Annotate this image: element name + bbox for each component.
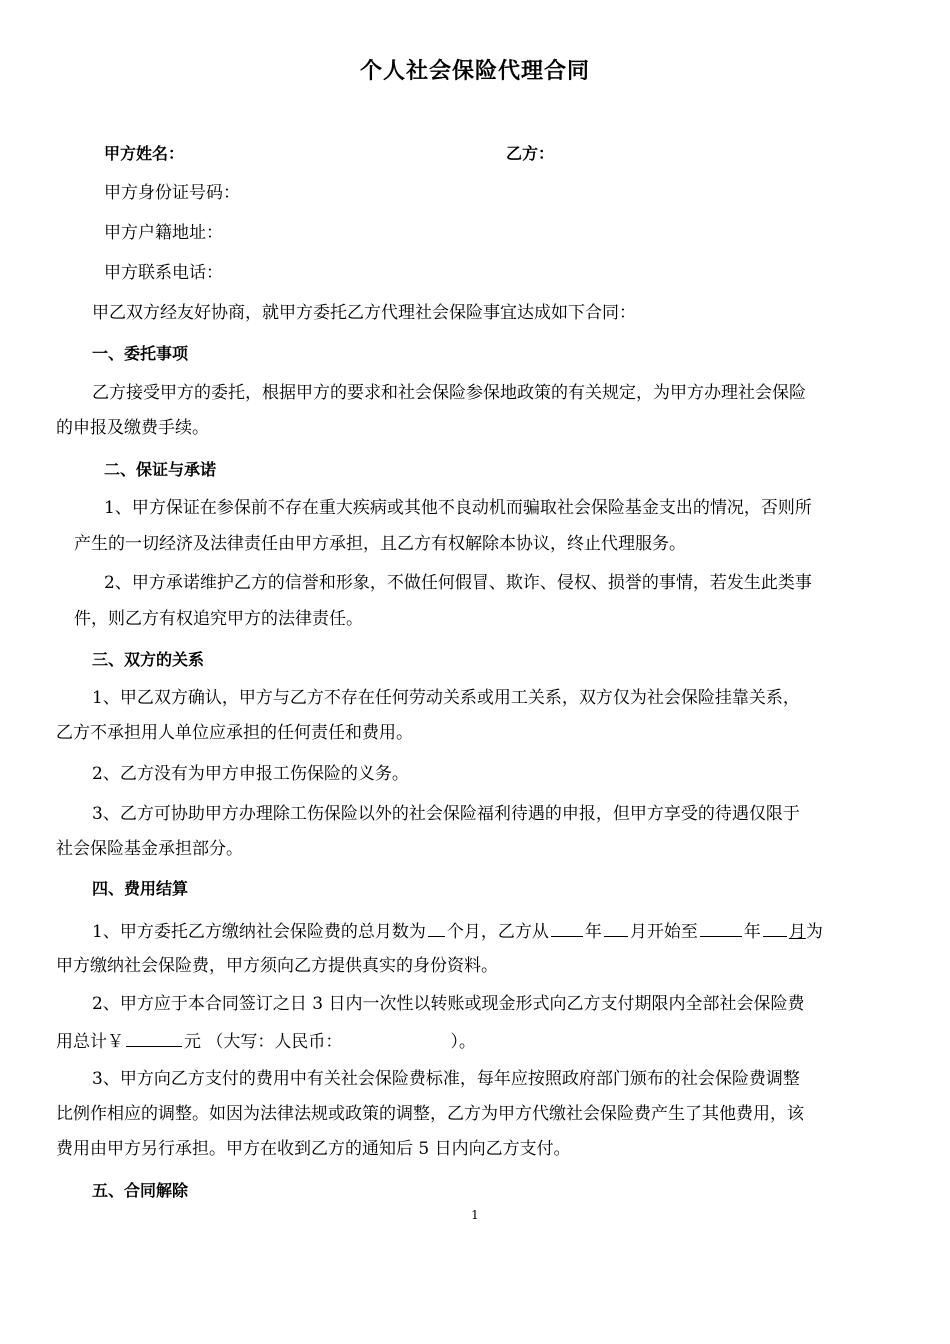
blank-line — [551, 918, 583, 937]
section-3-text: 乙方不承担用人单位应承担的任何责任和费用。 — [56, 723, 413, 743]
page-number: 1 — [471, 1208, 479, 1222]
section-3-text: 社会保险基金承担部分。 — [56, 839, 243, 859]
text-span: 个月，乙方从 — [446, 922, 549, 942]
text-span: 年 — [743, 922, 761, 942]
section-3-text: 1、甲乙双方确认，甲方与乙方不存在任何劳动关系或用工关系，双方仅为社会保险挂靠关系， — [92, 688, 800, 708]
text-span: ）。 — [450, 1032, 476, 1052]
section-2-text: 件，则乙方有权追究甲方的法律责任。 — [74, 609, 363, 629]
section-2-heading: 二、保证与承诺 — [104, 460, 217, 479]
section-4-heading: 四、费用结算 — [92, 879, 189, 898]
document-title: 个人社会保险代理合同 — [359, 59, 590, 84]
section-4-text — [56, 1028, 476, 1053]
section-4-text: 3、甲方向乙方支付的费用中有关社会保险费标准，每年应按照政府部门颁布的社会保险费调整 — [92, 1069, 800, 1089]
text-span: 为 — [805, 922, 823, 942]
section-2-text: 1、甲方保证在参保前不存在重大疾病或其他不良动机而骗取社会保险基金支出的情况，否则所 — [104, 498, 812, 518]
section-1-text: 的申报及缴费手续。 — [56, 418, 209, 438]
section-3-text: 2、乙方没有为甲方申报工伤保险的义务。 — [92, 764, 409, 784]
section-4-text: 甲方缴纳社会保险费，甲方须向乙方提供真实的身份资料。 — [56, 956, 498, 976]
party-a-id-label: 甲方身份证号码： — [104, 183, 240, 203]
text-span: 年 — [584, 922, 602, 942]
text-span: 1、甲方委托乙方缴纳社会保险费的总月数为 — [92, 922, 426, 942]
party-a-name-label: 甲方姓名： — [104, 144, 185, 163]
text-span: 月开始至 — [629, 922, 698, 942]
section-4-text: 费用由甲方另行承担。甲方在收到乙方的通知后 5 日内向乙方支付。 — [56, 1139, 571, 1159]
blank-line — [700, 918, 742, 937]
party-a-phone-label: 甲方联系电话： — [104, 263, 223, 283]
section-5-heading: 五、合同解除 — [92, 1181, 189, 1200]
intro-paragraph: 甲乙双方经友好协商，就甲方委托乙方代理社会保险事宜达成如下合同： — [92, 303, 636, 323]
section-2-text: 产生的一切经济及法律责任由甲方承担，且乙方有权解除本协议，终止代理服务。 — [74, 534, 686, 554]
text-span: 用总计￥ — [56, 1032, 124, 1052]
blank-line — [428, 918, 445, 937]
blank-line — [763, 918, 787, 937]
party-a-address-label: 甲方户籍地址： — [104, 223, 223, 243]
section-3-heading: 三、双方的关系 — [92, 650, 205, 669]
section-3-text: 3、乙方可协助甲方办理除工伤保险以外的社会保险福利待遇的申报，但甲方享受的待遇仅限于 — [92, 804, 800, 824]
text-span: 元 （大写：人民币： — [184, 1032, 343, 1052]
section-4-text: 比例作相应的调整。如因为法律法规或政策的调整，乙方为甲方代缴社会保险费产生了其他费用，该 — [56, 1104, 804, 1124]
blank-line — [604, 918, 628, 937]
section-4-text: 2、甲方应于本合同签订之日 3 日内一次性以转账或现金形式向乙方支付期限内全部社会保险费 — [92, 994, 805, 1014]
party-b-label: 乙方： — [506, 144, 555, 163]
section-1-text: 乙方接受甲方的委托，根据甲方的要求和社会保险参保地政策的有关规定，为甲方办理社会保险 — [92, 383, 806, 403]
blank-line — [126, 1028, 182, 1047]
section-1-heading: 一、委托事项 — [92, 344, 189, 363]
section-2-text: 2、甲方承诺维护乙方的信誉和形象，不做任何假冒、欺诈、侵权、损誉的事情，若发生此类事 — [104, 573, 812, 593]
text-span: 月 — [788, 922, 806, 942]
section-4-text — [92, 918, 823, 943]
